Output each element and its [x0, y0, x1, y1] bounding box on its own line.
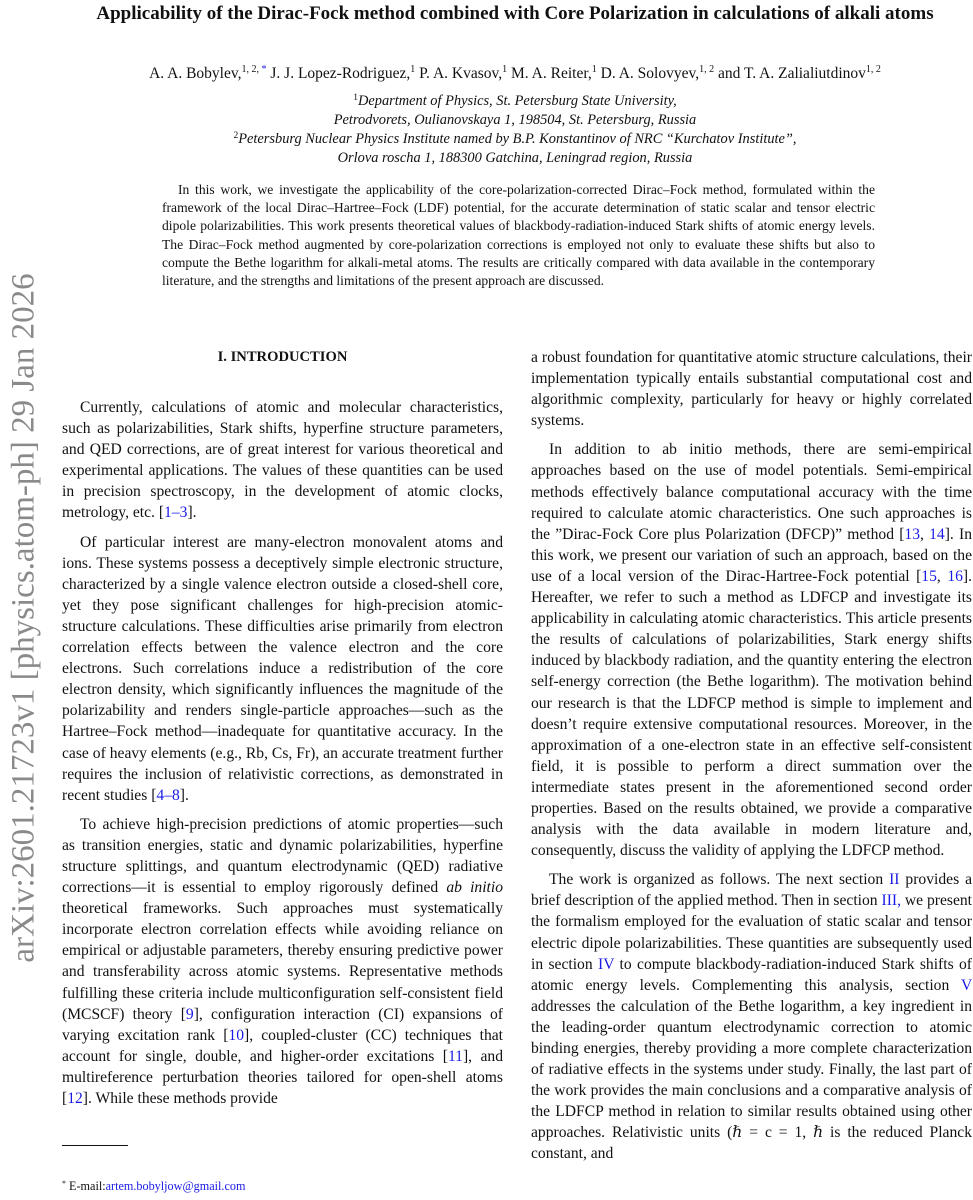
arxiv-stamp-text: arXiv:2601.21723v1 [physics.atom-ph] 29 Jan 2026	[5, 273, 42, 963]
affiliation-2-address: Orlova roscha 1, 188300 Gatchina, Leningrad region, Russia	[337, 150, 693, 166]
corresponding-author-link[interactable]: *	[261, 64, 267, 75]
author: A. A. Bobylev,$^{1, 2,}$ *	[149, 64, 267, 82]
footnote-divider	[62, 1145, 128, 1146]
citation-link[interactable]: 10	[228, 1026, 245, 1044]
abstract-text: In this work, we investigate the applicability of the core-polarization-corrected Dirac–Fock method, formulated within the framework of the local Dirac–Hartree–Fock (LDF) potential, for the accurate determination of static scalar and tensor electric dipole polarizabilities. This work presents theoretical values of blackbody-radiation-induced Stark shifts of atomic energy levels. The Dirac–Fock method augmented by core-polarization corrections is employed not only to evaluate these shifts but also to compute the Bethe logarithm for alkali-metal atoms. The results are critically compared with data available in the contemporary literature, and the strengths and limitations of the present approach are discussed.	[162, 182, 875, 289]
paragraph: Currently, calculations of atomic and molecular characteristics, such as polarizabilities, Stark shifts, hyperfine structure parameters, and QED corrections, are of great interest for various theoretical and experimental applications. The values of these quantities can be used in precision spectroscopy, in the development of atomic clocks, metrology, etc. [1–3].	[62, 399, 503, 522]
author: D. A. Solovyev,$^{1, 2}$	[596, 64, 715, 82]
abstract	[162, 181, 875, 290]
section-link[interactable]: II	[889, 871, 900, 889]
right-column	[531, 347, 972, 1173]
citation-link[interactable]: 13	[904, 525, 920, 543]
paragraph: To achieve high-precision predictions of atomic properties—such as transition energies, static and dynamic polarizabilities, hyperfine structure splittings, and quantum electrodynamic (QED) radiative corrections—it is essential to employ rigorously defined ab initio theoretical frameworks. Such approaches must systematically incorporate electron correlation effects while avoiding reliance on empirical or adjustable parameters, thereby ensuring predictive power and transferability across atomic systems. Representative methods fulfilling these criteria include multiconfiguration self-consistent field (MCSCF) theory [9], configuration interaction (CI) expansions of varying excitation rank [10], coupled-cluster (CC) techniques that account for single, double, and higher-order excitations [11], and multireference perturbation theories tailored for open-shell atoms [12]. While these methods provide	[62, 815, 504, 1107]
citation-link[interactable]: 9	[185, 1005, 194, 1023]
section-link[interactable]: V	[961, 976, 972, 994]
author: and T. A. Zalialiutdinov$^{1, 2}$	[714, 64, 881, 82]
citation-link[interactable]: 16	[947, 567, 963, 585]
author: J. J. Lopez-Rodriguez,$^1$	[266, 64, 416, 82]
citation-link[interactable]: 11	[447, 1047, 463, 1065]
citation-link[interactable]: 12	[67, 1090, 83, 1107]
paragraph: a robust foundation for quantitative atomic structure calculations, their implementation typically entails substantial computational cost and algorithmic complexity, particularly for heavy or highly correlated systems.	[531, 349, 972, 430]
paper-title: Applicability of the Dirac-Fock method combined with Core Polarization in calculations of alkali atoms	[96, 3, 934, 24]
left-column	[62, 347, 503, 1117]
affiliation-2: $^2$Petersburg Nuclear Physics Institute named by B.P. Konstantinov of NRC “Kurchatov Institute”,	[233, 131, 797, 147]
arxiv-stamp	[0, 0, 44, 1200]
citation-link[interactable]: 4–8	[156, 786, 180, 804]
section-link[interactable]: III,	[881, 892, 901, 910]
citation-link[interactable]: 14	[929, 525, 945, 543]
citation-link[interactable]: 1–3	[164, 504, 188, 522]
affiliation-1: $^1$Department of Physics, St. Petersburg State University,	[353, 93, 677, 109]
section-heading: I. INTRODUCTION	[217, 349, 348, 365]
email-link[interactable]: artem.bobyljow@gmail.com	[105, 1179, 246, 1193]
author-list	[62, 64, 968, 84]
author: P. A. Kvasov,$^1$	[415, 64, 508, 82]
paragraph: Of particular interest are many-electron monovalent atoms and ions. These systems possess a deceptively simple electronic structure, characterized by a single valence electron outside a closed-shell core, yet they pose significant challenges for high-precision atomic-structure calculations. These difficulties arise primarily from electron correlation effects between the valence electron and the core electrons. Such correlations induce a redistribution of the core electron density, which significantly influences the magnitude of the polarizability and renders single-particle approaches—such as the Hartree–Fock method—inadequate for quantitative accuracy. In the case of heavy elements (e.g., Rb, Cs, Fr), an accurate treatment further requires the inclusion of relativistic corrections, as demonstrated in recent studies [4–8].	[62, 533, 503, 804]
section-link[interactable]: IV	[598, 955, 615, 973]
citation-link[interactable]: 15	[921, 567, 937, 585]
paragraph: In addition to ab initio methods, there are semi-empirical approaches based on the use of model potentials. Semi-empirical methods effectively balance computational accuracy with the time required to calculate atomic characteristics. One such approaches is the ”Dirac-Fock Core plus Polarization (DFCP)” method [13, 14]. In this work, we present our variation of such an approach, based on the use of a local version of the Dirac-Hartree-Fock potential [15, 16]. Hereafter, we refer to such a method as LDFCP and investigate its applicability in calculating atomic characteristics. This article presents the results of calculations of polarizabilities, Stark energy shifts induced by blackbody radiation, and the quantity entering the electron self-energy correction (the Bethe logarithm). The motivation behind our research is that the LDFCP method is simple to implement and doesn’t require extensive computational resources. Moreover, in the approximation of a one-electron state in an effective self-consistent field, it is possible to perform a direct summation over the intermediate states present in the aforementioned second order properties. Based on the results obtained, we provide a comparative analysis with the data available in modern literature and, consequently, discuss the validity of applying the LDFCP method.	[531, 441, 972, 860]
affiliations	[62, 92, 968, 168]
footnote: * E-mail:artem.bobyljow@gmail.com	[62, 1179, 246, 1193]
author: M. A. Reiter,$^1$	[507, 64, 597, 82]
affiliation-1-address: Petrodvorets, Oulianovskaya 1, 198504, St. Petersburg, Russia	[333, 112, 697, 128]
paragraph: The work is organized as follows. The next section II provides a brief description of the applied method. Then in section III, we present the formalism employed for the evaluation of static scalar and tensor electric dipole polarizabilities. These quantities are subsequently used in section IV to compute blackbody-radiation-induced Stark shifts of atomic energy levels. Complementing this analysis, section V addresses the calculation of the Bethe logarithm, a key ingredient in the leading-order quantum electrodynamic correction to atomic binding energies, thereby providing a more complete characterization of radiative effects in the systems under study. Finally, the last part of the work provides the main conclusions and a comparative analysis of the LDFCP method in relation to similar results obtained using other approaches. Relativistic units (ℏ = c = 1, ℏ is the reduced Planck constant, and	[531, 871, 973, 1163]
